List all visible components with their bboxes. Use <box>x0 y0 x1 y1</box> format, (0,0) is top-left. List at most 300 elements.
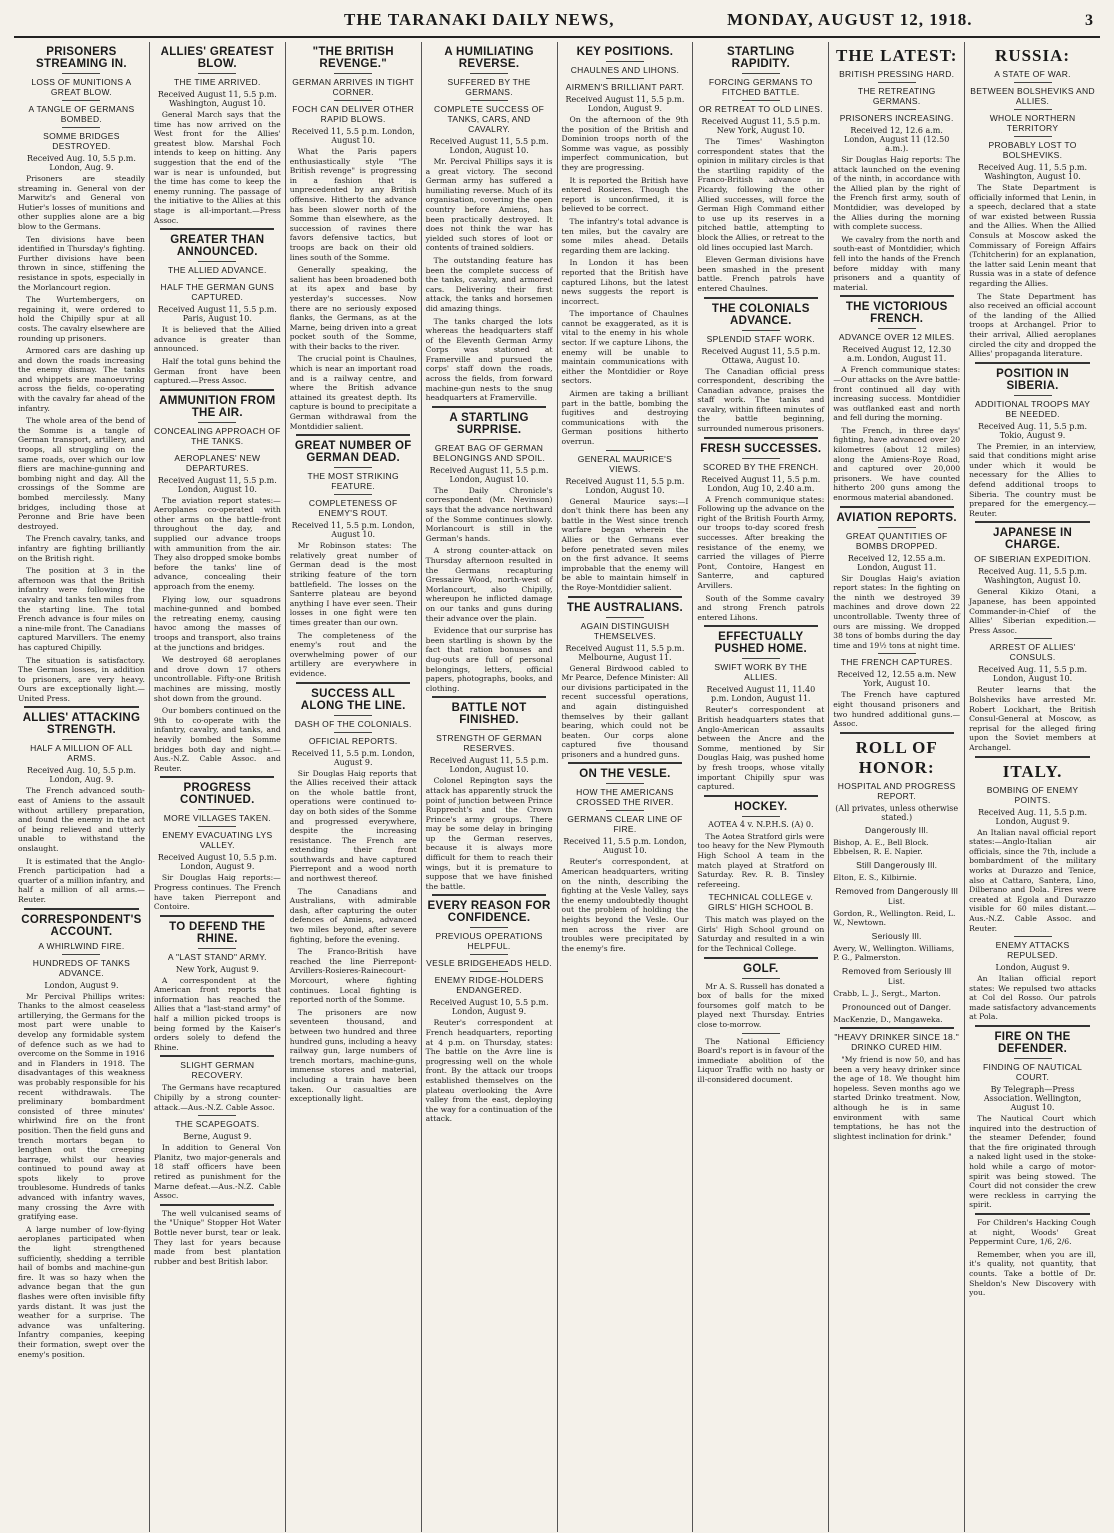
dateline: Received August 11, 11.40 p.m. London, August 11. <box>706 685 816 704</box>
divider <box>878 527 916 528</box>
divider <box>198 278 236 279</box>
dateline: Received August 11, 5.5 p.m. London, August 10. <box>157 475 277 494</box>
list-item: Crabb, L. J., Sergt., Marton. <box>833 988 941 998</box>
paragraph: The situation is satisfactory. The German losses, in addition to prisoners, are very heavy. Ours are exceptionally light.—United Press. <box>18 655 145 703</box>
paragraph: The National Efficiency Board's report is in favour of the immediate abolition of the Liquor Traffic with no hasty or ill-considered document. <box>697 1036 825 1084</box>
paragraph: We cavalry from the north and south-east of Montdidier, which fell into the hands of the French before midday with many prisoners and a quantity of material. <box>833 234 961 292</box>
dateline: Received August 10, 5.5 p.m. London, August 9. <box>429 998 549 1017</box>
divider <box>840 506 954 508</box>
subheading: GENERAL MAURICE'S VIEWS. <box>577 453 673 474</box>
dateline: Received August 11, 5.5 p.m. New York, August 10. <box>701 117 821 135</box>
headline: JAPANESE IN CHARGE. <box>992 527 1073 552</box>
dateline: Received August 11, 5.5 p.m. London, Aug 10, 2.40 a.m. <box>701 474 821 493</box>
headline: GOLF. <box>743 962 779 975</box>
subheading: ADDITIONAL TROOPS MAY BE NEEDED. <box>974 398 1091 419</box>
subheading: THE MOST STRIKING FEATURE. <box>307 471 399 492</box>
headline: PRISONERS STREAMING IN. <box>36 46 127 70</box>
headline: HOCKEY. <box>734 800 788 813</box>
divider <box>432 894 546 896</box>
divider <box>470 971 508 972</box>
subheading: HUNDREDS OF TANKS ADVANCE. <box>32 957 131 978</box>
subheading: OF SIBERIAN EXPEDITION. <box>974 554 1092 565</box>
divider <box>840 295 954 297</box>
paragraph: The aviation report states:—Aeroplanes co-operated with other arms on the battle-front throughout the day, and supplied our advance troops with ammunition from the air. They also dropped smoke bombs before the tanks' line of advance, concealing their approach from the enemy. <box>153 495 281 592</box>
dateline: London, August 9. <box>44 980 119 990</box>
divider <box>1014 136 1052 137</box>
paragraph: The Wurtembergers, on regaining it, were ordered to hold the Chipilly spur at all costs. The cavalry elsewhere are rounding up prisoners. <box>18 295 145 343</box>
headline: FRESH SUCCESSES. <box>700 442 822 455</box>
newspaper-title: THE TARANAKI DAILY NEWS, <box>344 10 615 29</box>
paragraph: Reuter's correspondent at French headquarters, reporting at 4 p.m. on Thursday, states: The battle on the Avre line is progressing well on the whole front. By the attack our troops established themselves on the plateau overlooking the Avre valley from the east, deploying the way for a continuation of the attack. <box>425 1018 553 1124</box>
subheading: THE ALLIED ADVANCE. <box>168 265 267 276</box>
column-1 <box>14 42 150 1532</box>
divider <box>606 783 644 784</box>
paragraph: The State Department is officially informed that Lenin, in a speech, declared that a state of war existed between Russia and the Allies. When the Allied Consuls at Moscow asked the Commissary of Foreign Affairs (Tchitcherin) for an explanation, the latter said Lenin meant that Russia was in a state of defence regarding the Allies. <box>969 183 1096 288</box>
subheading: PREVIOUS OPERATIONS HELPFUL. <box>435 931 543 952</box>
dateline: Received Aug. 11, 5.5 p.m. Tokio, August 9. <box>978 421 1088 440</box>
list-heading: Pronounced out of Danger. <box>842 1001 952 1012</box>
paragraph: General Birdwood cabled to Mr Pearce, Defence Minister: All our divisions participated in the recent successful operations, and again distinguished themselves by their gallant bearing, which could not be beaten. Our corps alone captured five thousand prisoners and a hundred guns. <box>561 663 689 759</box>
column-2 <box>150 42 286 1532</box>
column-3 <box>286 42 422 1532</box>
issue-date: MONDAY, AUGUST 12, 1918. <box>727 10 973 29</box>
headline: "THE BRITISH REVENGE." <box>312 46 394 70</box>
subheading: GREAT BAG OF GERMAN BELONGINGS AND SPOIL. <box>433 442 546 463</box>
paragraph: The French, in three days' fighting, have advanced over 20 kilometres (about 12 miles) along the Amiens-Roye Road, and captured over 20,000 prisoners. We have counted hitherto 200 guns among the enormous material abandoned. <box>833 425 961 503</box>
divider <box>878 653 916 654</box>
divider <box>1014 109 1052 110</box>
divider <box>62 100 100 101</box>
paragraph: A French communique states: Following up the advance on the right of the British Fourth Army, our troops to-day scored fresh successes. After breaking the resistance of the enemy, we carried the villages of Pierre Pont, Contoire, Hangest en Santerre, and captured Arvillers. <box>697 494 825 590</box>
divider <box>742 978 780 979</box>
dateline: By Telegraph—Press Association. Wellington, August 10. <box>983 1085 1082 1113</box>
paragraph: The French advanced south-east of Amiens to the assault without artillery preparation, and found the enemy in the act of being relieved and utterly unable to withstand the onslaught. <box>18 786 145 854</box>
paragraph: The Canadians and Australians, with admirable dash, after capturing the outer defences of Amiens, advanced two miles beyond, after severe fighting, before the evening. <box>289 886 417 944</box>
subheading: VESLE BRIDGEHEADS HELD. <box>426 958 553 969</box>
dateline: Received Aug. 11, 5.5 p.m. London, August 10. <box>978 665 1088 684</box>
headline: FIRE ON THE DEFENDER. <box>994 1031 1071 1056</box>
divider <box>470 927 508 928</box>
dateline: Received Aug. 10, 5.5 p.m. London, Aug. 9. <box>26 766 136 785</box>
headline: ALLIES' GREATEST BLOW. <box>160 46 274 70</box>
divider <box>742 73 780 74</box>
divider <box>160 389 274 391</box>
divider <box>470 439 508 440</box>
paragraph: On the afternoon of the 9th the position of the British and Dominion troops north of the Somme was vague, as possibly imperfect communication, but they are progressing. <box>561 115 689 172</box>
dateline: Received 12, 12.55 a.m. New York, August 10. <box>837 670 957 689</box>
dateline: Received August 11, 5.5 p.m. Washington, August 10. <box>157 90 277 108</box>
paragraph: Mr Robinson states: The relatively great number of German dead is the most striking feature of the torn battlefield. The losses on the Santerre plateau are beyond anything I have ever seen. Their losses in one fight were ten times greater than our own. <box>289 541 417 627</box>
divider <box>742 1033 780 1034</box>
headline: BATTLE NOT FINISHED. <box>451 702 527 727</box>
divider <box>334 494 372 495</box>
divider <box>606 78 644 79</box>
divider <box>975 362 1089 364</box>
headline: PROGRESS CONTINUED. <box>180 782 255 807</box>
paragraph: General Maurice says:—I don't think there has been any battle in the West since trench warfare began wherein the Allies or the Germans ever before penetrated seven miles on the first advance. It seems improbable that the enemy will be able to maintain himself in the Roye-Montdidier salient. <box>561 496 689 592</box>
paragraph: We destroyed 68 aeroplanes and drove down 17 others uncontrollable. Fifty-one British machines are missing, mostly shot down from the ground. <box>153 655 281 703</box>
divider <box>198 422 236 423</box>
masthead <box>14 10 1100 38</box>
divider <box>160 228 274 230</box>
subheading: A WHIRLWIND FIRE. <box>38 940 125 951</box>
divider <box>975 1025 1089 1027</box>
subheading: MORE VILLAGES TAKEN. <box>163 813 271 824</box>
divider <box>62 954 100 955</box>
dateline: Received August 11, 5.5 p.m. Paris, August 10. <box>157 305 277 324</box>
subheading: STRENGTH OF GERMAN RESERVES. <box>436 733 543 754</box>
subheading: CONCEALING APPROACH OF THE TANKS. <box>154 425 281 446</box>
list-item: Elton, E. S., Kilbirnie. <box>833 872 917 882</box>
dateline: Received Aug. 11, 5.5 p.m. Washington, August 10. <box>978 163 1088 181</box>
headline: EVERY REASON FOR CONFIDENCE. <box>427 900 551 925</box>
column-4 <box>422 42 558 1532</box>
paragraph: Airmen are taking a brilliant part in the battle, bombing the fugitives and destroying communications with the German positions hitherto overrun. <box>561 389 689 446</box>
divider <box>878 109 916 110</box>
divider <box>704 795 818 797</box>
paragraph: Sir Douglas Haig reports: The attack launched on the evening of the ninth, in accordance with the Allied plan by the right of the French first army, south of Montdidier, was developed by the Allies during the morning with complete success. <box>833 155 961 232</box>
divider <box>198 1115 236 1116</box>
subheading: HOSPITAL AND PROGRESS REPORT. <box>837 780 956 801</box>
list-heading: Removed from Seriously Ill List. <box>842 965 952 986</box>
subheading: LOSS OF MUNITIONS A GREAT BLOW. <box>31 77 132 97</box>
paragraph: The State Department has also received an official account of the landing of the Allied troops at Archangel. Prior to their arrival, Allied aeroplanes circled the city and dropped the Allies' propaganda literature. <box>969 291 1096 359</box>
headline: STARTLING RAPIDITY. <box>726 46 795 70</box>
paragraph: What the Paris papers enthusiastically style "The British revenge" is progressing in a fashion that is unprecedented by any British offensive. Hitherto the advance has been slower north of the Somme than elsewhere, as the succession of ravines there favors defensive tactics, but troops are back on their old lines south of the Somme. <box>289 147 417 262</box>
dateline: London, August 9. <box>995 963 1070 973</box>
subheading: FOCH CAN DELIVER OTHER RAPID BLOWS. <box>292 104 415 124</box>
paragraph: Mr. Percival Phillips says it is a great victory. The second German army has suffered a humiliating reverse. Much of its organisation, covering the open country before Amiens, has been practically destroyed. It does not think the war has yielded such stores of loot or contents of trained soldiers. <box>425 157 553 253</box>
paragraph: It is reported the British have entered Rosieres. Though the report is unconfirmed, it is believed to be correct. <box>561 175 689 214</box>
subheading: FINDING OF NAUTICAL COURT. <box>982 1062 1083 1083</box>
subheading: SLIGHT GERMAN RECOVERY. <box>180 1060 255 1081</box>
subheading: COMPLETE SUCCESS OF TANKS, CARS, AND CAVALRY. <box>434 104 545 134</box>
note: (All privates, unless otherwise stated.) <box>835 803 959 822</box>
divider <box>296 682 410 684</box>
divider <box>470 73 508 74</box>
divider <box>470 954 508 955</box>
paragraph: An Italian official report states: We repulsed two attacks at Col del Rosso. Our patrols made satisfactory advancements at Pola. <box>969 974 1096 1022</box>
subheading: AIRMEN'S BRILLIANT PART. <box>565 82 685 92</box>
paragraph: Reuter's correspondent at British headquarters states that Anglo-American assaults between the Ancre and the Somme, mentioned by Sir Douglas Haig, was pushed home by fresh troops, whose vitally important Chipilly spur was captured. <box>697 705 825 792</box>
divider <box>742 816 780 817</box>
dateline: Received 12, 12.55 a.m. London, August 11. <box>847 553 946 572</box>
headline: GREATER THAN ANNOUNCED. <box>170 234 265 259</box>
headline: THE VICTORIOUS FRENCH. <box>845 301 948 326</box>
headline: SUCCESS ALL ALONG THE LINE. <box>300 687 406 712</box>
divider <box>878 328 916 329</box>
paragraph: The whole area of the bend of the Somme is a tangle of German transport, artillery, and troops, all struggling on the same roads, over which our low fliers are machine-gunning and bombing night and day. All the crossings of the Somme are bombed mercilessly. Many bridges, including those at Peronne and Brie have been destroyed. <box>18 416 145 531</box>
advertisement: For Children's Hacking Cough at night, Woods' Great Peppermint Cure, 1/6, 2/6. <box>969 1218 1096 1247</box>
dateline: Received August 11, 5.5 p.m. London, August 10. <box>565 476 685 495</box>
subheading: THE TIME ARRIVED. <box>173 77 261 87</box>
list-heading: Dangerously Ill. <box>864 824 929 835</box>
subheading: CHAULNES AND LIHONS. <box>570 65 680 75</box>
column-5 <box>558 42 694 1532</box>
headline: AVIATION REPORTS. <box>836 511 957 524</box>
dateline: Received August 11, 5.5 p.m. Melbourne, August 11. <box>565 643 685 662</box>
divider <box>975 521 1089 523</box>
dateline: Berne, August 9. <box>183 1132 252 1142</box>
paragraph: The Times' Washington correspondent states that the opinion in military circles is that the startling rapidity of the Franco-British advance in Picardy, following the other Allied successes, will force the German High Command either to use up its reserves in a pitched battle, attempting to block the Allies, or retreat to the old lines occupied last March. <box>697 137 825 252</box>
divider <box>1014 82 1052 83</box>
paragraph: Evidence that our surprise has been startling is shown by the fact that ration bonuses and dug-outs are full of personal belongings, letters, official papers, photographs, books, and clothing. <box>425 626 553 693</box>
paragraph: The tanks charged the lots whereas the headquarters staff of the Eleventh German Army Corps was stationed at Framerville and pursued the corps' staff down the roads, across the fields, from forward machine-gun nests to the snug headquarters at Framerville. <box>425 316 553 403</box>
divider <box>198 826 236 827</box>
paragraph: The Franco-British have reached the line Pierrepont-Arvillers-Rosieres-Rainecourt-Morcourt, where fighting continues. Local fighting is reported north of the Somme. <box>289 947 417 1005</box>
headline: THE COLONIALS ADVANCE. <box>711 302 810 327</box>
divider <box>704 957 818 959</box>
subheading: HOW THE AMERICANS CROSSED THE RIVER. <box>576 787 674 808</box>
paragraph: Armored cars are dashing up and down the roads increasing the enemy dismay. The tanks and whippets are manoeuvring across the fields, co-operating with the cavalry far ahead of the infantry. <box>18 346 145 413</box>
paragraph: Reuter learns that the Bolsheviks have arrested Mr. Robert Lockhart, the British Consul-General at Moscow, as reprisal for the alleged firing upon the Soviet members at Archangel. <box>969 685 1096 752</box>
headline: CORRESPONDENT'S ACCOUNT. <box>21 913 142 938</box>
list-item: Avery, W., Wellington. Williams, P. G., Palmerston. <box>833 943 955 963</box>
list-item: MacKenzie, D., Mangaweka. <box>833 1014 943 1024</box>
dateline: New York, August 9. <box>175 964 259 974</box>
divider <box>606 617 644 618</box>
subheading: THE FRENCH CAPTURES. <box>840 657 953 668</box>
subheading: AEROPLANES' NEW DEPARTURES. <box>174 452 261 473</box>
dateline: Received August 12, 12.30 a.m. London, August 11. <box>842 345 952 364</box>
divider <box>160 1055 274 1057</box>
paragraph: The Premier, in an interview, said that conditions might arise under which it would be necessary for the Allies to defend additional troops to Siberia. The country must be prepared for the emergency.—Reuter. <box>969 441 1096 518</box>
divider <box>24 706 138 708</box>
divider <box>742 100 780 101</box>
subheading: PRISONERS INCREASING. <box>839 113 954 123</box>
paragraph: The infantry's total advance is ten miles, but the cavalry are some miles ahead. Details regarding them are lacking. <box>561 216 689 255</box>
paragraph: In London it has been reported that the British have captured Lihons, but the latest news suggests the report is incorrect. <box>561 258 689 306</box>
paragraph: The Nautical Court which inquired into the destruction of the steamer Defender, found that the fire originated through a naked light used in the stoke-hold while a cargo of motor-spirit was being stowed. The Court did not consider the crew were reckless in carrying the spirit. <box>969 1114 1096 1210</box>
headline: KEY POSITIONS. <box>576 46 674 58</box>
list-item: Bishop, A. E., Bell Block. Ebbelsen, R. E. Napier. <box>833 837 929 857</box>
subheading: ENEMY ATTACKS REPULSED. <box>995 940 1070 961</box>
paragraph: The prisoners are now seventeen thousand, and between two hundred and three hundred guns, including a heavy railway gun, large numbers of trench mortars, machine-guns, immense stores and material, including a train have been taken. Our casualties are exceptionally light. <box>289 1007 417 1104</box>
divider <box>568 762 682 764</box>
subheading: HALF THE GERMAN GUNS CAPTURED. <box>160 282 275 303</box>
divider <box>334 100 372 101</box>
headline: ALLIES' ATTACKING STRENGTH. <box>22 712 141 737</box>
divider <box>470 729 508 730</box>
subheading: TECHNICAL COLLEGE v. GIRLS' HIGH SCHOOL B. <box>708 892 814 913</box>
dateline: Received Aug. 11, 5.5 p.m. London, August 9. <box>978 807 1088 826</box>
divider <box>1014 395 1052 396</box>
divider <box>198 948 236 949</box>
subheading: GREAT QUANTITIES OF BOMBS DROPPED. <box>845 530 948 551</box>
paragraph: Reuter's correspondent, at American headquarters, writing on the ninth, describing the fighting at the Vesle Valley, says the enemy undoubtedly thought out the problem of holding the heights beyond the Vesle. Our men across the river are troubles were precipitated by the enemy's fire. <box>561 857 689 953</box>
dateline: Received Aug. 10, 5.5 p.m. London, Aug. 9. <box>26 154 136 172</box>
subheading: SCORED BY THE FRENCH. <box>703 461 819 472</box>
subheading: SWIFT WORK BY THE ALLIES. <box>714 662 808 683</box>
paragraph: The Aotea Stratford girls were too heavy for the New Plymouth High School A team in the match played at Stratford on Saturday. Rev. R. B. Tinsley refereeing. <box>697 831 825 889</box>
paragraph: The outstanding feature has been the complete success of the tanks, cavalry, and armored cars. Delivering their first attack, the tanks and horsemen did amazing things. <box>425 255 553 313</box>
divider <box>198 449 236 450</box>
casualty-list <box>833 825 960 1024</box>
subheading: FORCING GERMANS TO FITCHED BATTLE. <box>708 77 813 97</box>
advertisement: "My friend is now 50, and has been a very heavy drinker since the age of 18. We thought him hopeless. Seven months ago we started Drinko treatment. Now, although he is in same environment with same temptations, he has not the slightest inclination for drink." <box>833 1055 961 1141</box>
dateline: Received 11, 5.5 p.m. London, August 10. <box>291 521 415 540</box>
divider <box>296 434 410 436</box>
divider <box>975 1213 1089 1215</box>
list-heading: Seriously Ill. <box>871 930 922 941</box>
divider <box>840 732 954 734</box>
subheading: GERMANS CLEAR LINE OF FIRE. <box>567 814 683 835</box>
divider <box>160 1204 274 1206</box>
headline: THE AUSTRALIANS. <box>566 601 684 614</box>
subheading: BRITISH PRESSING HARD. <box>839 69 955 79</box>
subheading: PROBABLY LOST TO BOLSHEVIKS. <box>988 140 1077 160</box>
subheading: "HEAVY DRINKER SINCE 18." DRINKO CURED HIM. <box>834 1032 960 1053</box>
headline: TO DEFEND THE RHINE. <box>169 920 266 945</box>
subheading: ENEMY RIDGE-HOLDERS ENDANGERED. <box>434 975 544 996</box>
dateline: Received Aug. 11, 5.5 p.m. Washington, August 10. <box>978 567 1088 586</box>
divider <box>568 596 682 598</box>
subheading: COMPLETENESS OF ENEMY'S ROUT. <box>308 498 398 519</box>
columns <box>14 42 1100 1532</box>
subheading: A TANGLE OF GERMANS BOMBED. <box>28 104 135 124</box>
page-number: 3 <box>1084 12 1094 29</box>
paragraph: Colonel Repington says the attack has apparently struck the point of junction between Prince Rupprecht's and the Crown Prince's army groups. There may be some delay in bringing up the German reserves, because it is always more difficult for them to reach their wings, but it is premature to suppose that we have finished the battle. <box>425 776 553 891</box>
advertisement: Remember, when you are ill, it's quality, not quantity, that counts. Take a bottle of Dr. Sheldon's New Discovery with you. <box>969 1249 1096 1298</box>
headline: THE LATEST: <box>835 46 958 65</box>
list-item: Gordon, R., Wellington. Reid, L. W., Newtown. <box>833 908 956 928</box>
paragraph: Half the total guns behind the German front have been captured.—Press Assoc. <box>153 356 281 386</box>
divider <box>160 776 274 778</box>
subheading: WHOLE NORTHERN TERRITORY <box>989 113 1076 133</box>
paragraph: Eleven German divisions have been smashed in the present battle. French patrols have entered Chaulnes. <box>697 255 825 293</box>
headline: AMMUNITION FROM THE AIR. <box>159 394 276 419</box>
paragraph: The position at 3 in the afternoon was that the British infantry were following the cavalry and tanks ten miles from the starting line. The total French advance is four miles on a nine-mile front. The Canadians captured Marvillers. The enemy has captured Chipilly. <box>18 566 145 652</box>
divider <box>62 73 100 74</box>
divider <box>704 437 818 439</box>
headline: A STARTLING SURPRISE. <box>449 411 529 436</box>
paragraph: An Italian naval official report states:—Anglo-Italian air officials, since the 7th, include a bombardment of the military works at Durazzo and Tenice, also at Cattaro, Santera, Lino, Dilberano and Dola. Fires were created at Egola and Durazzo visible for 60 miles distant.—Aus.-N.Z. Cable Assoc. and Reuter. <box>969 827 1096 933</box>
paragraph: Mr A. S. Russell has donated a box of balls for the mixed foursomes golf match to be played next Thursday. Entries close to-morrow. <box>697 981 825 1030</box>
paragraph: In addition to General Von Planitz, two major-generals and 18 staff officers have been retired as punishment for the Marne defeat.—Aus.-N.Z. Cable Assoc. <box>153 1143 281 1201</box>
dateline: Received August 11, 5.5 p.m. London, August 10. <box>429 465 549 484</box>
divider <box>334 732 372 733</box>
paragraph: It is estimated that the Anglo-French participation had a quarter of a million infantry, and half a million of all arms.—Reuter. <box>18 856 145 904</box>
paragraph: Flying low, our squadrons machine-gunned and bombed the retreating enemy, causing havoc among the masses of troops and transport, also trains at the junctions and bridges. <box>153 594 281 652</box>
advertisement: The well vulcanised seams of the "Unique" Stopper Hot Water Bottle never burst, tear or leak. They last for years because made from best plantation rubber and best British labor. <box>153 1208 281 1266</box>
divider <box>470 100 508 101</box>
headline: ITALY. <box>1002 761 1063 781</box>
subheading: HALF A MILLION OF ALL ARMS. <box>30 743 133 764</box>
paragraph: Our bombers continued on the 9th to co-operate with the infantry, cavalry, and tanks, and heavily bombed the Somme bridges both day and night.—Aus.-N.Z. Cable Assoc. and Reuter. <box>153 706 281 773</box>
subheading: ENEMY EVACUATING LYS VALLEY. <box>162 830 273 851</box>
subheading: A "LAST STAND" ARMY. <box>167 951 267 962</box>
subheading: SPLENDID STAFF WORK. <box>706 333 815 344</box>
paragraph: Sir Douglas Haig reports that the Allies received their attack on the whole battle front, operations were continued to-day on both sides of the Somme and progressed everywhere, despite the increasing resistance. The French are extending their front southwards and have captured Pierrepont and a wood north and northwest thereof. <box>289 768 417 884</box>
paragraph: A correspondent at the American front reports that information has reached the Allies that a "last-stand army" of half a million picked troops is being formed by the Kaiser's orders solely to defend the Rhine. <box>153 975 281 1052</box>
dateline: Received August 11, 5.5 p.m. London, August 10. <box>429 137 549 155</box>
divider <box>840 1027 954 1029</box>
dateline: Received 11, 5.5 p.m. London, August 10. <box>291 127 415 145</box>
paragraph: General Kikizo Otani, a Japanese, has been appointed Commander-in-Chief of the Allies' Siberian expedition.—Press Assoc. <box>969 587 1096 635</box>
headline: A HUMILIATING REVERSE. <box>444 46 534 70</box>
dateline: Received 11, 5.5 p.m. London, August 10. <box>563 837 687 856</box>
subheading: ARREST OF ALLIES' CONSULS. <box>989 642 1076 663</box>
subheading: THE RETREATING GERMANS. <box>857 86 936 106</box>
divider <box>742 330 780 331</box>
paragraph: A French communique states:—Our attacks on the Avre battle-front continued all day with increasing success. Montdidier was outflanked east and north and fell during the morning. <box>833 365 961 423</box>
dateline: Received 11, 5.5 p.m. London, August 9. <box>291 748 415 767</box>
paragraph: Sir Douglas Haig's aviation report states: In the fighting on the ninth we destroyed 39 machines and drove down 22 uncontrollable. Twenty three of ours are missing. We dropped 38 tons of bombs during the day time and 19½ tons at night time. <box>833 573 961 650</box>
dateline: Received August 10, 5.5 p.m. London, August 9. <box>157 853 277 872</box>
column-7 <box>829 42 965 1532</box>
list-heading: Still Dangerously Ill. <box>856 859 938 870</box>
paragraph: Mr Percival Phillips writes: Thanks to the almost ceaseless artillerying, the Germans for the most part were unable to develop any formidable system of defence such as we had to overcome on the Somme in 1916 and in Flanders in 1918. The disadvantages of this weakness was probably responsible for his recent withdrawals. The preliminary bombardment consisted of three minutes' whirlwind fire on the front position. Then the field guns and trench mortars began to lengthen out the creeping barrage, whilst our heavies continued to pound away at spots likely to prove troublesome. Hundreds of tanks advanced with infantry waves, many crossing the Avre with gratifying ease. <box>18 991 145 1222</box>
paragraph: The Germans have recaptured Chipilly by a strong counter-attack.—Aus.-N.Z. Cable Assoc. <box>153 1083 281 1112</box>
divider <box>742 658 780 659</box>
subheading: GERMAN ARRIVES IN TIGHT CORNER. <box>292 77 415 97</box>
headline: RUSSIA: <box>995 46 1071 65</box>
divider <box>1014 1058 1052 1059</box>
divider <box>606 810 644 811</box>
subheading: OR RETREAT TO OLD LINES. <box>698 104 823 114</box>
subheading: ADVANCE OVER 12 MILES. <box>838 332 955 343</box>
subheading: A STATE OF WAR. <box>994 69 1071 79</box>
divider <box>198 809 236 810</box>
dateline: Received August 11, 5.5 p.m. London, August 9. <box>565 95 685 113</box>
divider <box>334 73 372 74</box>
paragraph: South of the Somme cavalry and strong French patrols entered Lihons. <box>697 593 825 622</box>
subheading: BETWEEN BOLSHEVIKS AND ALLIES. <box>970 86 1095 106</box>
dateline: Received 12, 12.6 a.m. London, August 11 (12.50 a.m.). <box>844 126 950 153</box>
subheading: BOMBING OF ENEMY POINTS. <box>986 784 1079 805</box>
divider <box>606 450 644 451</box>
divider <box>1014 638 1052 639</box>
paragraph: The Canadian official press correspondent, describing the Canadian advance, praises the staff work. The tanks and cavalry, within fifteen minutes of the battle beginning, surrounded numerous prisoners. <box>697 366 825 434</box>
match-score: AOTEA 4 v. N.P.H.S. (A) 0. <box>708 819 814 829</box>
divider <box>198 261 236 262</box>
paragraph: This match was played on the Girls' High School ground on Saturday and resulted in a win for the Technical College. <box>697 915 825 954</box>
paragraph: The French have captured eight thousand prisoners and two hundred additional guns.—Assoc. <box>833 690 961 729</box>
column-6 <box>693 42 829 1532</box>
headline: GREAT NUMBER OF GERMAN DEAD. <box>294 440 412 465</box>
paragraph: The crucial point is Chaulnes, which is near an important road and is a railway centre, and where the British advance attained its greatest depth. Its capture is bound to precipitate a German withdrawal from the Montdidier salient. <box>289 354 417 431</box>
headline: POSITION IN SIBERIA. <box>996 367 1070 392</box>
headline: ROLL OF HONOR: <box>855 737 938 777</box>
divider <box>704 625 818 627</box>
paragraph: A strong counter-attack on Thursday afternoon resulted in the Germans recapturing Gressaire Wood, north-west of Morlancourt, also Chipilly, whereupon he inflicted damage on our tanks and guns during their advance over the plain. <box>425 546 553 623</box>
paragraph: Prisoners are steadily streaming in. General von der Marwitz's and General von Hutier's losses of munitions and other supplies alone are a big blow to the Germans. <box>18 174 145 231</box>
dateline: Received August 11, 5.5 p.m. London, August 10. <box>429 756 549 775</box>
dateline: Received August 11, 5.5 p.m. Ottawa, August 10. <box>701 346 821 365</box>
paragraph: The importance of Chaulnes cannot be exaggerated, as it is vital to the enemy in his whole sector. If we capture Lihons, the enemy will be unable to maintain communications with either the Montdidier or Roye sectors. <box>561 309 689 386</box>
list-heading: Removed from Dangerously Ill List. <box>835 885 959 906</box>
paragraph: It is believed that the Allied advance is greater than announced. <box>153 325 281 354</box>
divider <box>432 696 546 698</box>
subheading: SOMME BRIDGES DESTROYED. <box>43 131 120 151</box>
column-8 <box>965 42 1100 1532</box>
divider <box>334 467 372 468</box>
divider <box>432 406 546 408</box>
subheading: AGAIN DISTINGUISH THEMSELVES. <box>580 620 670 641</box>
paragraph: The completeness of the enemy's rout and the overwhelming power of our artillery are everywhere in evidence. <box>289 630 417 678</box>
paragraph: Sir Douglas Haig reports:—Progress continues. The French have taken Pierrepont and Contoire. <box>153 873 281 912</box>
divider <box>62 127 100 128</box>
divider <box>198 73 236 74</box>
subheading: SUFFERED BY THE GERMANS. <box>447 77 531 97</box>
paragraph: The French cavalry, tanks, and infantry are fighting brilliantly on the British right. <box>18 534 145 563</box>
subheading: THE SCAPEGOATS. <box>175 1119 260 1130</box>
paragraph: Ten divisions have been identified in Thursday's fighting. Further divisions have been thrown in since, stiffening the resistance in spots, especially in the Morlancourt region. <box>18 234 145 292</box>
divider <box>878 82 916 83</box>
divider <box>1014 936 1052 937</box>
paragraph: General March says that the time has now arrived on the West front for the Allies' greatest blow. Marshal Foch intends to keep on hitting. Any suggestion that the end of the war is near is unfounded, but the time has come to keep the enemy running. The passage of the initiative to the Allies at this stage is all-important.—Press Assoc. <box>153 110 281 225</box>
divider <box>24 908 138 910</box>
